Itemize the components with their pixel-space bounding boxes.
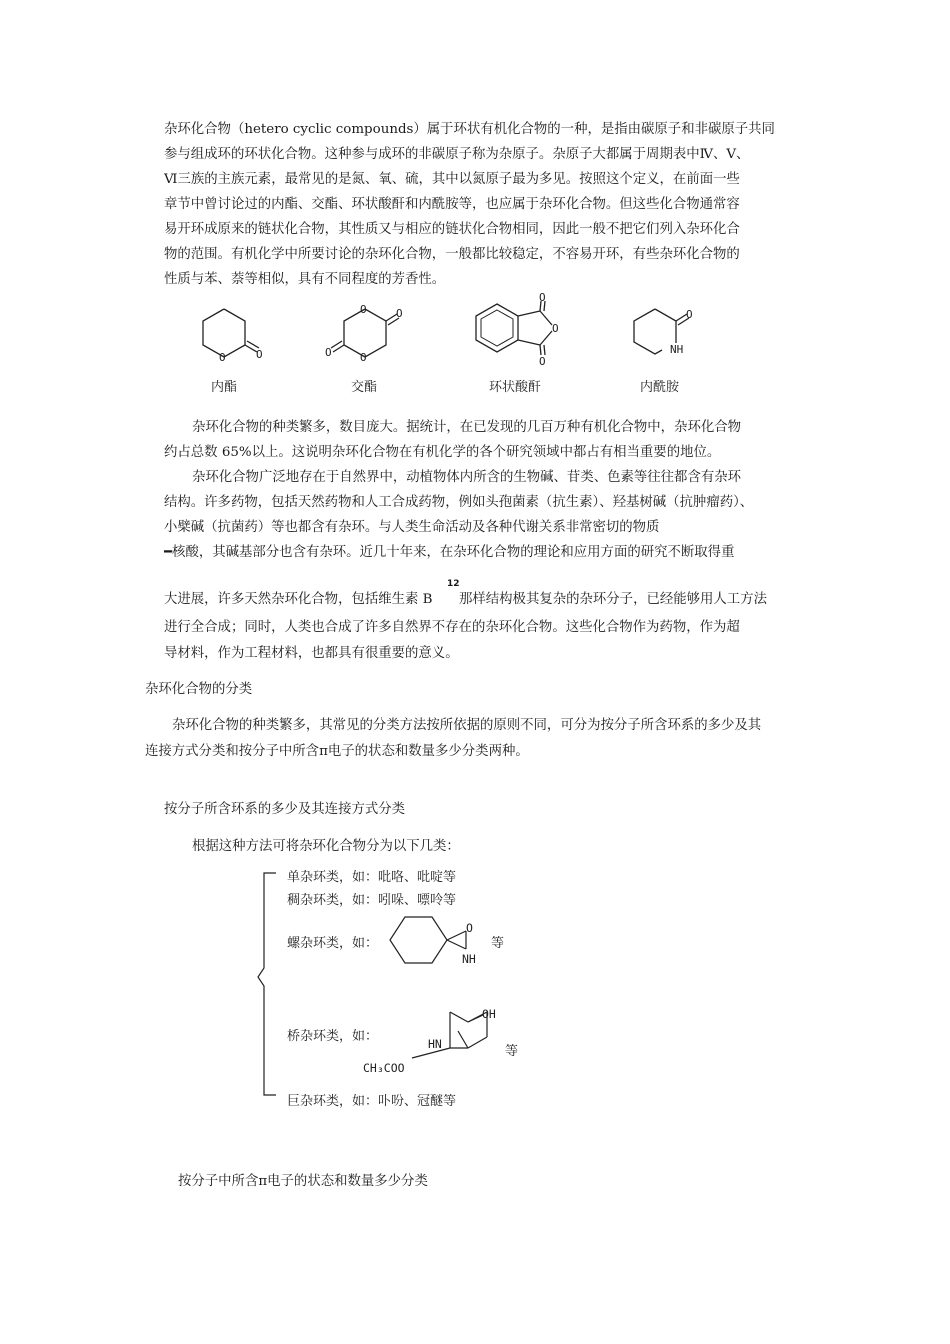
- structures-figure: [0, 290, 950, 400]
- para2-line: 杂环化合物的种类繁多，数目庞大。据统计，在已发现的几百万种有机化合物中，杂环化合物: [192, 420, 742, 435]
- classification-bracket: [0, 865, 950, 1105]
- bridged-suffix: 等: [505, 1044, 519, 1059]
- lactide-label: 交酯: [351, 380, 378, 395]
- intro-line: 杂环化合物（hetero cyclic compounds）属于环状有机化合物的一种，是指由碳原子和非碳原子共同: [164, 122, 775, 137]
- lactam-carbonyl-oxygen: O: [686, 308, 693, 321]
- anhydride-label: 环状酸酐: [489, 380, 542, 395]
- intro-line: 易开环成原来的链状化合物，其性质又与相应的链状化合物相同，因此一般不把它们列入杂环化合: [164, 222, 740, 237]
- anhydride-ring-oxygen: O: [552, 322, 559, 335]
- lactide-ring-oxygen-bottom: O: [360, 351, 367, 364]
- para2-line: 约占总数 65%以上。这说明杂环化合物在有机化学的各个研究领域中都占有相当重要的地位。: [164, 445, 721, 460]
- classification-line: 杂环化合物的种类繁多，其常见的分类方法按所依据的原则不同，可分为按分子所含环系的多少及其: [172, 718, 762, 733]
- lactone-carbonyl-oxygen: O: [256, 348, 263, 361]
- bridged-oh: OH: [482, 1007, 496, 1021]
- spiro-suffix: 等: [491, 936, 505, 951]
- lactide-structure: [331, 309, 399, 357]
- spiro-nh: NH: [462, 952, 476, 966]
- lactide-ring-oxygen-top: O: [360, 303, 367, 316]
- section-heading: 杂环化合物的分类: [145, 682, 253, 697]
- bridged-acetate: CH₃COO: [363, 1061, 405, 1075]
- intro-line: Ⅵ三族的主族元素，最常见的是氮、氧、硫，其中以氮原子最为多见。按照这个定义，在前面一些: [164, 172, 740, 187]
- lactone-ring-oxygen: O: [219, 351, 226, 364]
- anhydride-structure: [476, 301, 552, 355]
- lactone-label: 内酯: [211, 380, 238, 395]
- para3-vitamin-line-end: 那样结构极其复杂的杂环分子，已经能够用人工方法: [459, 592, 767, 607]
- lactone-structure: [203, 309, 259, 357]
- para3-vitamin-line-start: 大进展，许多天然杂环化合物，包括维生素 B: [164, 592, 433, 607]
- single-heterocycle-item: 单杂环类，如：吡咯、吡啶等: [287, 870, 457, 885]
- para3-line: 结构。许多药物，包括天然药物和人工合成药物，例如头孢菌素（抗生素）、羟基树碱（抗肿瘤药）、: [164, 495, 754, 510]
- spiro-oxygen: O: [466, 921, 473, 935]
- para3-line: 小檗碱（抗菌药）等也都含有杂环。与人类生命活动及各种代谢关系非常密切的物质: [164, 520, 660, 535]
- bridged-hn: HN: [428, 1037, 442, 1051]
- para3-line: 导材料，作为工程材料，也都具有很重要的意义。: [164, 646, 459, 661]
- lactide-carbonyl-oxygen-left: O: [325, 346, 332, 359]
- intro-line: 性质与苯、萘等相似，具有不同程度的芳香性。: [164, 272, 446, 287]
- para3-line: 进行全合成；同时，人类也合成了许多自然界不存在的杂环化合物。这些化合物作为药物，作为超: [164, 620, 740, 635]
- vitamin-subscript: 12: [447, 579, 460, 589]
- ring-method-intro: 根据这种方法可将杂环化合物分为以下几类：: [192, 839, 460, 854]
- anhydride-carbonyl-oxygen-top: O: [539, 291, 546, 304]
- macro-heterocycle-item: 巨杂环类，如：卟吩、冠醚等: [287, 1094, 457, 1109]
- intro-line: 章节中曾讨论过的内酯、交酯、环状酸酐和内酰胺等，也应属于杂环化合物。但这些化合物通常容: [164, 197, 740, 212]
- intro-line: 物的范围。有机化学中所要讨论的杂环化合物，一般都比较稳定，不容易开环，有些杂环化合物的: [164, 247, 740, 262]
- lactam-nh: NH: [670, 343, 684, 356]
- lactam-label: 内酰胺: [640, 380, 680, 395]
- fused-heterocycle-item: 稠杂环类，如：吲哚、嘌呤等: [287, 893, 457, 908]
- spiro-heterocycle-item: 螺杂环类，如：: [287, 936, 379, 951]
- classification-line: 连接方式分类和按分子中所含π电子的状态和数量多少分类两种。: [145, 744, 529, 759]
- para3-line: ━核酸，其碱基部分也含有杂环。近几十年来，在杂环化合物的理论和应用方面的研究不断取得重: [164, 545, 735, 560]
- bridged-heterocycle-item: 桥杂环类，如：: [287, 1029, 379, 1044]
- subheading-ring-system: 按分子所含环系的多少及其连接方式分类: [164, 802, 406, 817]
- para3-line: 杂环化合物广泛地存在于自然界中，动植物体内所含的生物碱、苷类、色素等往往都含有杂环: [192, 470, 742, 485]
- intro-line: 参与组成环的环状化合物。这种参与成环的非碳原子称为杂原子。杂原子大都属于周期表中Ⅳ、Ⅴ、: [164, 147, 750, 162]
- bridged-structure: [412, 1012, 487, 1058]
- anhydride-carbonyl-oxygen-bottom: O: [539, 355, 546, 368]
- lactide-carbonyl-oxygen-right: O: [396, 307, 403, 320]
- spiro-structure: [390, 917, 466, 963]
- subheading-pi-electron: 按分子中所含π电子的状态和数量多少分类: [178, 1174, 428, 1189]
